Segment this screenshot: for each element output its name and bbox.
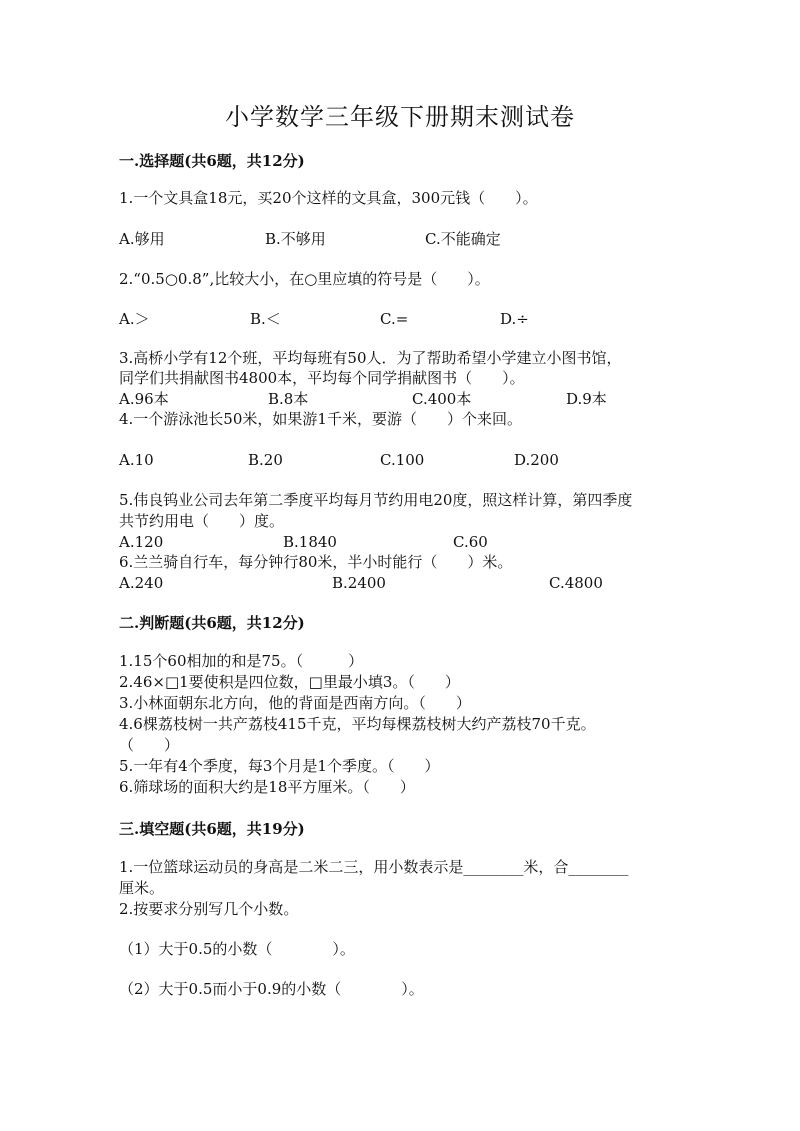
option-d: D.200 bbox=[514, 451, 559, 469]
page-title: 小学数学三年级下册期末测试卷 bbox=[225, 103, 575, 131]
option-a: A.10 bbox=[119, 451, 154, 469]
question-text: 4.一个游泳池长50米，如果游1千米，要游（ ）个来回。 bbox=[119, 410, 522, 428]
question-text: 2.“0.5○0.8”,比较大小，在○里应填的符号是（ ）。 bbox=[119, 270, 490, 288]
question-text: 厘米。 bbox=[119, 879, 165, 897]
option-c: C.400本 bbox=[412, 390, 472, 408]
option-d: D.9本 bbox=[566, 390, 607, 408]
option-d: D.÷ bbox=[500, 310, 529, 328]
option-c: C.100 bbox=[380, 451, 425, 469]
question-text: 同学们共捐献图书4800本，平均每个同学捐献图书（ ）。 bbox=[119, 369, 525, 387]
option-a: A.96本 bbox=[119, 390, 169, 408]
question-text: 共节约用电（ ）度。 bbox=[119, 512, 285, 530]
option-c: C.= bbox=[380, 310, 409, 328]
statement-item: 2.46×□1要使积是四位数，□里最小填3。（ ） bbox=[119, 673, 460, 691]
option-b: B.20 bbox=[248, 451, 283, 469]
option-b: B.不够用 bbox=[265, 230, 326, 248]
option-b: B.1840 bbox=[283, 533, 337, 551]
statement-item: 5.一年有4个季度，每3个月是1个季度。（ ） bbox=[119, 757, 440, 775]
question-text: 5.伟良钨业公司去年第二季度平均每月节约用电20度，照这样计算，第四季度 bbox=[119, 491, 633, 509]
question-text: 2.按要求分别写几个小数。 bbox=[119, 900, 299, 918]
statement-item: 4.6棵荔枝树一共产荔枝415千克，平均每棵荔枝树大约产荔枝70千克。 bbox=[119, 715, 596, 733]
question-text: 3.高桥小学有12个班，平均每班有50人．为了帮助希望小学建立小图书馆， bbox=[119, 349, 622, 367]
option-b: B.2400 bbox=[332, 574, 386, 592]
question-text: 1.一位篮球运动员的身高是二米二三，用小数表示是________米，合________ bbox=[119, 858, 629, 876]
statement-item: （ ） bbox=[119, 736, 180, 754]
question-text: 6.兰兰骑自行车，每分钟行80米，半小时能行（ ）米。 bbox=[119, 553, 513, 571]
sub-question: （1）大于0.5的小数（ ）。 bbox=[119, 940, 355, 958]
section-heading-choice: 一.选择题(共6题，共12分) bbox=[119, 152, 305, 170]
sub-question: （2）大于0.5而小于0.9的小数（ ）。 bbox=[119, 980, 424, 998]
statement-item: 6.筛球场的面积大约是18平方厘米。（ ） bbox=[119, 778, 415, 796]
section-heading-fill: 三.填空题(共6题，共19分) bbox=[119, 820, 305, 838]
option-a: A.够用 bbox=[119, 230, 165, 248]
option-b: B.8本 bbox=[268, 390, 309, 408]
option-b: B.＜ bbox=[250, 310, 281, 328]
section-heading-judgement: 二.判断题(共6题，共12分) bbox=[119, 614, 305, 632]
option-c: C.4800 bbox=[549, 574, 603, 592]
statement-item: 1.15个60相加的和是75。（ ） bbox=[119, 652, 364, 670]
option-a: A.240 bbox=[119, 574, 164, 592]
option-c: C.不能确定 bbox=[425, 230, 501, 248]
statement-item: 3.小林面朝东北方向，他的背面是西南方向。（ ） bbox=[119, 694, 471, 712]
option-a: A.＞ bbox=[119, 310, 150, 328]
option-c: C.60 bbox=[453, 533, 488, 551]
option-a: A.120 bbox=[119, 533, 164, 551]
question-text: 1.一个文具盒18元，买20个这样的文具盒，300元钱（ ）。 bbox=[119, 189, 538, 207]
